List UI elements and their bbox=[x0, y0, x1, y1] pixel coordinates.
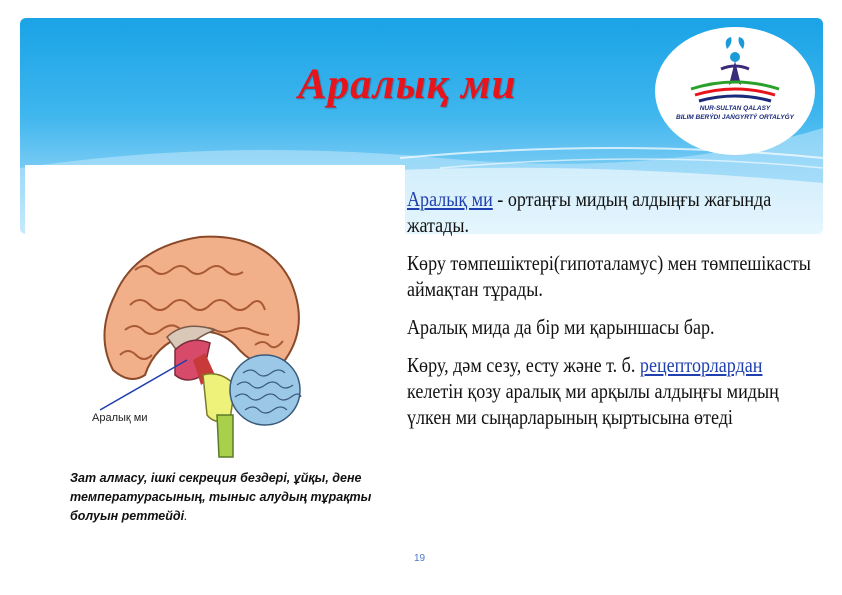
organization-logo bbox=[655, 27, 815, 155]
page-number: 19 bbox=[414, 553, 426, 564]
caption-main: Зат алмасу, ішкі секреция бездері, ұйқы, дене температурасының, тыныс алудың тұрақты болуын реттейді bbox=[70, 471, 372, 523]
paragraph-3: Аралық мида да бір ми қарыншасы бар. bbox=[407, 315, 715, 339]
logo-line-2: BILIM BERÝDI JAŃGYRTÝ ORTALYǴY bbox=[676, 114, 794, 121]
link-diencephalon[interactable]: Аралық ми bbox=[407, 187, 493, 211]
paragraph-1 bbox=[407, 186, 811, 238]
paragraph-4 bbox=[407, 352, 811, 430]
slide-title: Аралық ми bbox=[298, 61, 517, 108]
brain-illustration bbox=[75, 225, 325, 465]
paragraph-1-text: - ортаңғы мидың алдыңғы жағында жатады. bbox=[407, 187, 772, 237]
paragraph-2: Көру төмпешіктері(гипоталамус) мен төмпешікасты аймақтан тұрады. bbox=[407, 251, 811, 301]
logo-emblem-icon bbox=[655, 27, 815, 155]
logo-line-1: NUR-SULTAN QALASY bbox=[699, 105, 771, 112]
slide-body bbox=[407, 186, 811, 442]
brain-label: Аралық ми bbox=[92, 412, 148, 424]
figure-caption bbox=[70, 469, 380, 526]
paragraph-4-end: келетін қозу аралық ми арқылы алдыңғы мидың үлкен ми сыңарларының қыртысына өтеді bbox=[407, 379, 779, 429]
caption-end: . bbox=[184, 509, 188, 523]
link-receptors[interactable]: рецепторлардан bbox=[639, 353, 763, 377]
paragraph-4-start: Көру, дәм сезу, есту және т. б. bbox=[407, 353, 640, 377]
